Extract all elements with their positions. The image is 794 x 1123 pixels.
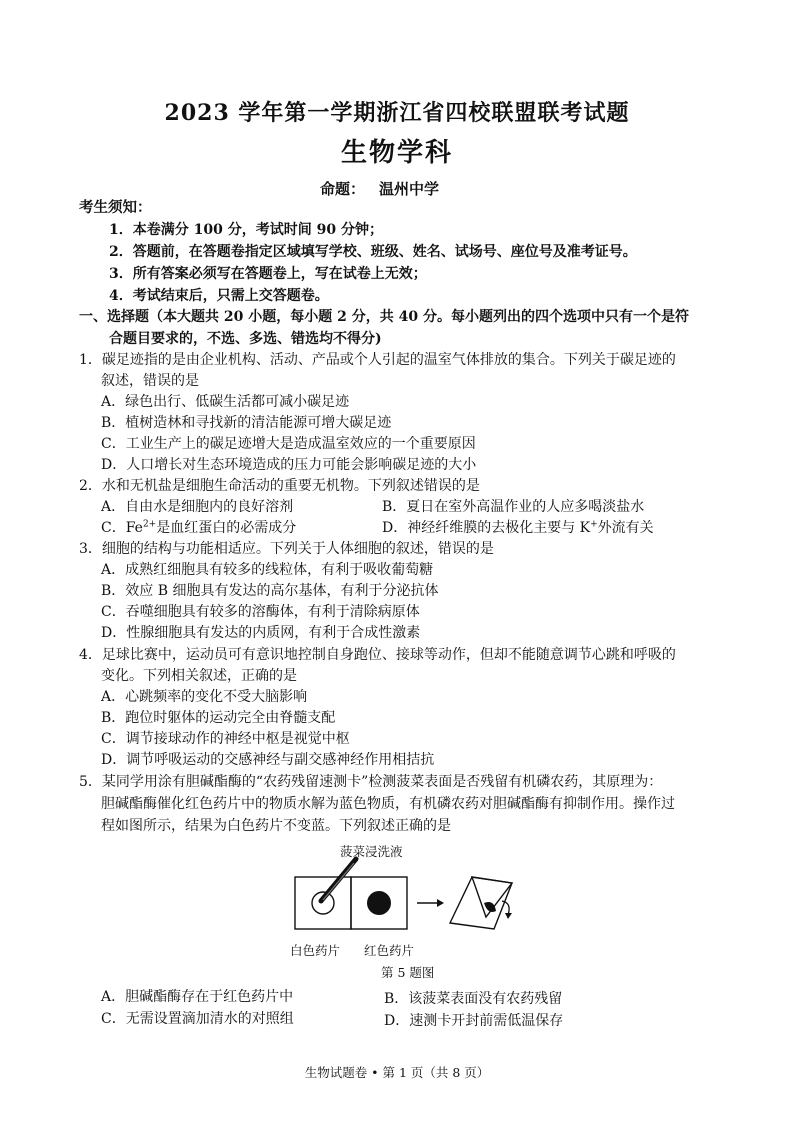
q4-stem: 4．足球比赛中，运动员可有意识地控制自身跑位、接球等动作，但却不能随意调节心跳和呼吸的 (79, 647, 676, 663)
q5-stem: 5．某同学用涂有胆碱酯酶的“农药残留速测卡”检测菠菜表面是否残留有机磷农药，其原理为： (79, 774, 663, 790)
q3-stem: 3．细胞的结构与功能相适应。下列关于人体细胞的叙述，错误的是 (79, 541, 494, 557)
folded-tablet (484, 902, 496, 912)
arrow-head (437, 899, 444, 907)
author-line (320, 178, 453, 199)
author-label: 命题： (320, 180, 366, 198)
dropper-highlight (323, 863, 354, 900)
q4-option-a: A．心跳频率的变化不受大脑影响 (101, 689, 308, 705)
section-heading: 一、选择题（本大题共 20 小题，每小题 2 分，共 40 分。每小题列出的四个选项中只有一个是符 (79, 309, 689, 325)
q2-stem: 2．水和无机盐是细胞生命活动的重要无机物。下列叙述错误的是 (79, 478, 480, 494)
q3-option-a: A．成熟红细胞具有较多的线粒体，有利于吸收葡萄糖 (101, 562, 434, 578)
notice-item: 1．本卷满分 100 分，考试时间 90 分钟； (109, 222, 383, 238)
q5-option-a: A．胆碱酯酶存在于红色药片中 (101, 989, 294, 1005)
figure-caption: 第 5 题图 (381, 965, 435, 980)
q3-option-b: B．效应 B 细胞具有发达的高尔基体，有利于分泌抗体 (101, 583, 439, 599)
q5-stem-cont: 胆碱酯酶催化红色药片中的物质水解为蓝色物质，有机磷农药对胆碱酯酶有抑制作用。操作过 (101, 796, 675, 812)
fold-arrow-icon (502, 901, 509, 915)
q5-option-c: C．无需设置滴加清水的对照组 (101, 1011, 294, 1027)
q1-option-d: D．人口增长对生态环境造成的压力可能会影响碳足迹的大小 (101, 457, 477, 473)
q1-stem-cont: 叙述，错误的是 (101, 373, 199, 389)
q2-option-d-sup: + (590, 519, 598, 530)
q4-option-b: B．跑位时躯体的运动完全由脊髓支配 (101, 710, 336, 726)
q2-option-d (382, 517, 654, 537)
q2-option-c (101, 517, 296, 537)
q3-option-c: C．吞噬细胞具有较多的溶酶体，有利于清除病原体 (101, 604, 420, 620)
q2-option-d-pre: D．神经纤维膜的去极化主要与 K (382, 520, 591, 536)
q2-option-a: A．自由水是细胞内的良好溶剂 (101, 499, 294, 515)
notice-heading: 考生须知： (79, 199, 152, 216)
q5-option-d: D．速测卡开封前需低温保存 (384, 1013, 564, 1029)
q5-stem-cont: 程如图所示，结果为白色药片不变蓝。下列叙述正确的是 (101, 818, 451, 834)
q4-option-d: D．调节呼吸运动的交感神经与副交感神经作用相拮抗 (101, 752, 435, 768)
q1-option-a: A．绿色出行、低碳生活都可减小碳足迹 (101, 394, 350, 410)
q4-stem-cont: 变化。下列相关叙述，正确的是 (101, 668, 297, 684)
page-footer: 生物试题卷 • 第 1 页（共 8 页） (304, 1065, 490, 1080)
red-tablet (367, 891, 391, 915)
q4-option-c: C．调节接球动作的神经中枢是视觉中枢 (101, 731, 350, 747)
figure-label-red: 红色药片 (364, 943, 415, 958)
q3-option-d: D．性腺细胞具有发达的内质网，有利于合成性激素 (101, 625, 421, 641)
q5-option-b: B．该菠菜表面没有农药残留 (384, 991, 563, 1007)
q2-option-c-pre: C．Fe (101, 520, 143, 536)
fold-arrow-head (505, 913, 512, 919)
q2-option-c-sup: 2+ (142, 519, 157, 530)
notice-item: 2．答题前，在答题卷指定区域填写学校、班级、姓名、试场号、座位号及准考证号。 (109, 244, 637, 260)
q2-option-d-post: 外流有关 (597, 520, 654, 536)
exam-title: 2023 学年第一学期浙江省四校联盟联考试题 (164, 100, 630, 126)
q1-option-c: C．工业生产上的碳足迹增大是造成温室效应的一个重要原因 (101, 436, 476, 452)
figure-label-white: 白色药片 (290, 943, 341, 958)
test-card-figure (290, 855, 530, 935)
notice-item: 3．所有答案必须写在答题卷上，写在试卷上无效； (109, 266, 427, 282)
q1-stem: 1．碳足迹指的是由企业机构、活动、产品或个人引起的温室气体排放的集合。下列关于碳足迹的 (79, 352, 676, 368)
subject-title: 生物学科 (340, 138, 453, 168)
author-school: 温州中学 (379, 180, 440, 198)
q2-option-b: B．夏日在室外高温作业的人应多喝淡盐水 (382, 499, 645, 515)
q1-option-b: B．植树造林和寻找新的清洁能源可增大碳足迹 (101, 415, 392, 431)
section-heading-cont: 合题目要求的，不选、多选、错选均不得分) (109, 331, 382, 347)
notice-item: 4．考试结束后，只需上交答题卷。 (109, 288, 329, 304)
q2-option-c-post: 是血红蛋白的必需成分 (156, 520, 297, 536)
figure-label-wash: 菠菜浸洗液 (340, 844, 403, 859)
